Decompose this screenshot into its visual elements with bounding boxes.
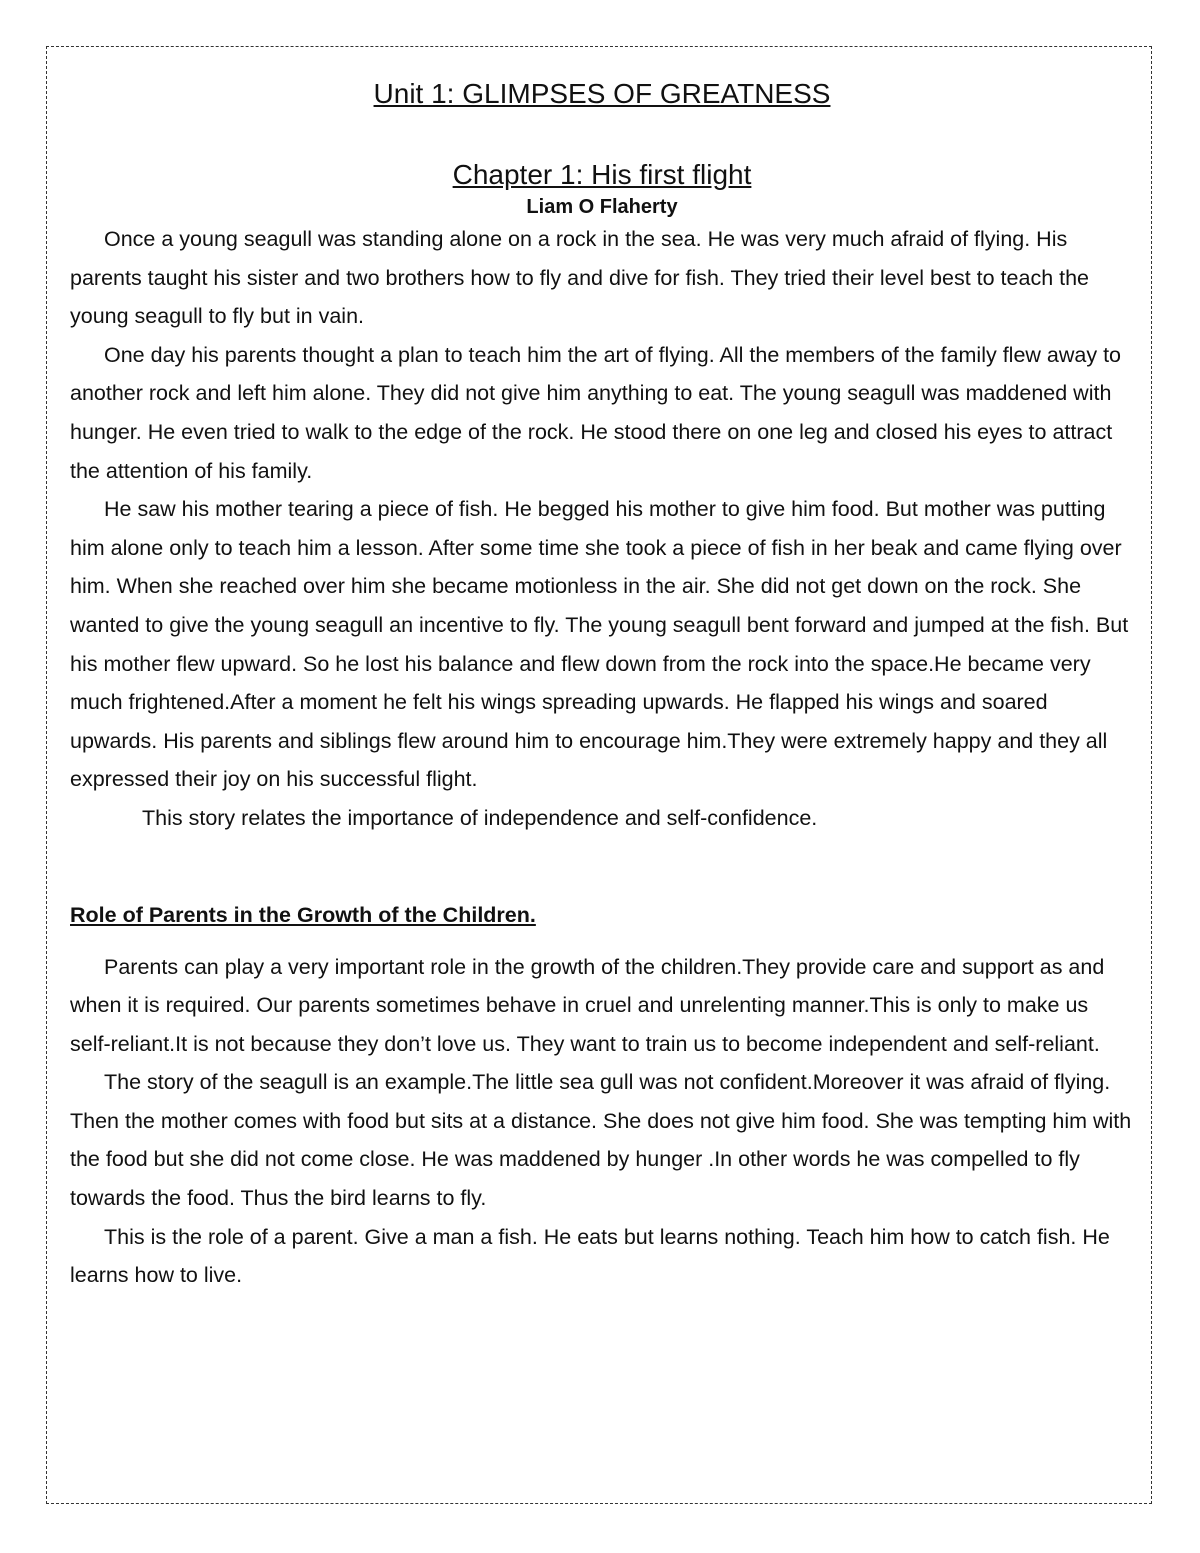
story-paragraph-2: One day his parents thought a plan to teach him the art of flying. All the members of the family flew away to another rock and left him alone. They did not give him anything to eat. The young seagull was maddened with hunger. He even tried to walk to the edge of the rock. He stood there on one leg and closed his eyes to attract the attention of his family.: [70, 342, 1122, 483]
story-paragraph-1: Once a young seagull was standing alone on a rock in the sea. He was very much afraid of flying. His parents taught his sister and two brothers how to fly and dive for fish. They tried their level best to teach the young seagull to fly but in vain.: [70, 227, 1090, 329]
section-heading: Role of Parents in the Growth of the Children.: [70, 902, 536, 927]
section-paragraph-2: The story of the seagull is an example.The little sea gull was not confident.Moreover it was afraid of flying. Then the mother comes with food but sits at a distance. She does not give him food. She was tempting him with the food but she did not come close. He was maddened by hunger .In other words he was compelled to fly towards the food. Thus the bird learns to fly.: [70, 1070, 1132, 1211]
story-moral: This story relates the importance of independence and self-confidence.: [142, 805, 818, 830]
section-paragraph-3: This is the role of a parent. Give a man a fish. He eats but learns nothing. Teach him how to catch fish. He learns how to live.: [70, 1224, 1110, 1288]
story-paragraph-3: He saw his mother tearing a piece of fish. He begged his mother to give him food. But mother was putting him alone only to teach him a lesson. After some time she took a piece of fish in her beak and came flying over him. When she reached over him she became motionless in the air. She did not get down on the rock. She wanted to give the young seagull an incentive to fly. The young seagull bent forward and jumped at the fish. But his mother flew upward. So he lost his balance and flew down from the rock into the space.He became very much frightened.After a moment he felt his wings spreading upwards. He flapped his wings and soared upwards. His parents and siblings flew around him to encourage him.They were extremely happy and they all expressed their joy on his successful flight.: [70, 497, 1129, 792]
section-paragraph-1: Parents can play a very important role in the growth of the children.They provide care and support as and when it is required. Our parents sometimes behave in cruel and unrelenting manner.This is only to make us self-reliant.It is not because they don’t love us. They want to train us to become independent and self-reliant.: [70, 954, 1105, 1056]
author-name: Liam O Flaherty: [526, 196, 678, 218]
unit-title: Unit 1: GLIMPSES OF GREATNESS: [373, 78, 831, 109]
document-body: [70, 74, 1134, 1295]
chapter-title: Chapter 1: His first flight: [452, 159, 752, 190]
